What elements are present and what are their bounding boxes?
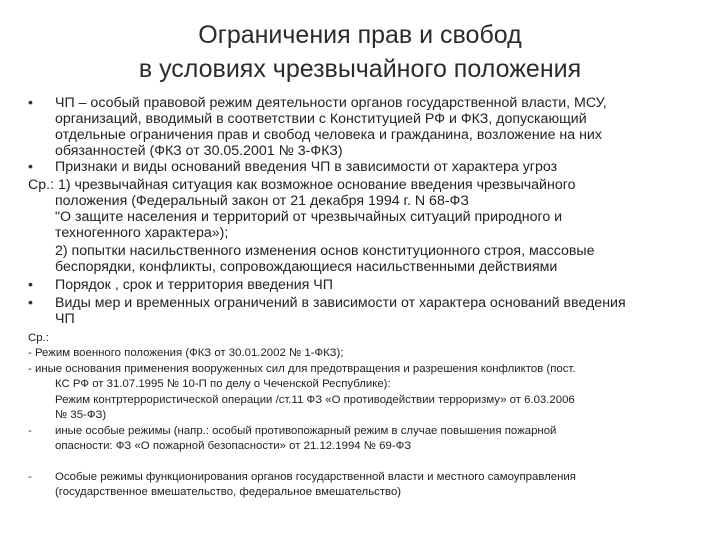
text-line: Признаки и виды оснований введения ЧП в зависимости от характера угроз [55,159,558,175]
text-line: - иные основания применения вооруженных сил для предотвращения и разрешения конфликтов (пост. [28,363,576,375]
title-line-2: в условиях чрезвычайного положения [138,55,582,83]
text-line: "О защите населения и территорий от чрезвычайных ситуаций природного и [55,209,563,225]
bullet-dot: • [28,277,33,293]
text-line: техногенного характера»); [55,225,229,241]
text-line: опасности: ФЗ «О пожарной безопасности» от 21.12.1994 № 69-ФЗ [55,440,412,452]
text-line: иные особые режимы (напр.: особый противопожарный режим в случае повышения пожарной [55,425,557,437]
text-line: 2) попытки насильственного изменения основ конституционного строя, массовые [55,243,595,259]
text-line: отдельные ограничения прав и свобод человека и гражданина, возложение на них [55,127,602,143]
bullet-dash: - [28,471,32,483]
text-line: ЧП – особый правовой режим деятельности органов государственной власти, МСУ, [55,95,607,111]
text-line: Виды мер и временных ограничений в зависимости от характера оснований введения [55,295,626,311]
text-line: беспорядки, конфликты, сопровождающиеся насильственными действиями [55,259,558,275]
text-line: ЧП [55,311,75,327]
slide-title [0,18,720,86]
bullet-dot: • [28,159,33,175]
text-line: Порядок , срок и территория введения ЧП [55,277,333,293]
text-line: Особые режимы функционирования органов государственной власти и местного самоуправления [55,471,576,483]
text-line: положения (Федеральный закон от 21 декабря 1994 г. N 68-ФЗ [55,193,469,209]
text-line: Ср.: [28,332,49,344]
bullet-dot: • [28,295,33,311]
text-line: (государственное вмешательство, федеральное вмешательство) [55,486,402,498]
text-line: - Режим военного положения (ФКЗ от 30.01.2002 № 1-ФКЗ); [28,347,344,359]
bullet-dot: • [28,95,33,111]
text-line: КС РФ от 31.07.1995 № 10-П по делу о Чеченской Республике): [55,378,391,390]
bullet-dash: - [28,425,32,437]
text-line: № 35-ФЗ) [55,409,107,421]
text-line: Ср.: 1) чрезвычайная ситуация как возможное основание введения чрезвычайного [28,177,576,193]
title-line-1: Ограничения прав и свобод [198,21,522,49]
text-line: Режим контртеррористической операции /ст.11 ФЗ «О противодействии терроризму» от 6.03.2006 [55,394,575,406]
text-line: обязанностей (ФКЗ от 30.05.2001 № 3-ФКЗ) [55,143,343,159]
text-line: организаций, вводимый в соответствии с Конституцией РФ и ФКЗ, допускающий [55,111,587,127]
